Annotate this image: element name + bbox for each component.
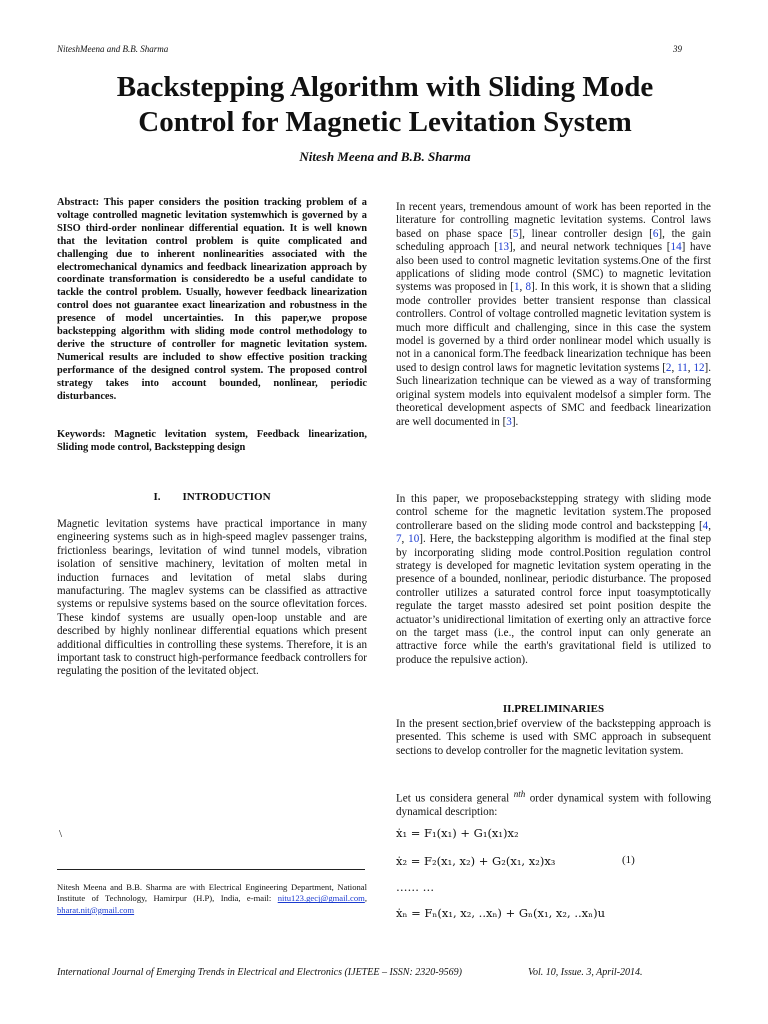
email-link-1[interactable]: nitu123.gecj@gmail.com — [277, 893, 365, 904]
text-run: ]. Here, the backstepping algorithm is modified at the final step by incorporating sliding mode control.Position regulation control strategy is developed for magnetic levitation system operating in the presence of a bounded, nonlinear, periodic disturbance. The proposed controller utilizes a saturated control force input toasymptotically regulate the target massto adesired set point position despite the actuator’s unidirectional limitation of exerting only an attractive force on the target mass (i.e., the control input can only generate an attractive force while the earth's gravitational field is utilized to produce the repulsive action). — [396, 533, 711, 666]
related-work-paragraph — [396, 201, 711, 429]
paper-title — [40, 70, 730, 140]
section-heading-introduction: I. INTRODUCTION — [153, 491, 271, 503]
equation-2: ẋ₂ = F₂(x₁, x₂) + G₂(x₁, x₂)x₃ — [396, 854, 556, 868]
title-line-2: Control for Magnetic Levitation System — [138, 106, 632, 138]
citation-link[interactable]: 12 — [693, 361, 705, 374]
footnote-text: Nitesh Meena and B.B. Sharma are with Electrical Engineering Department, National Institute of Technology, Hamirpur (H.P), India, e-mail: — [57, 882, 367, 904]
author-affiliation-footnote — [57, 882, 367, 916]
equation-1: ẋ₁ = F₁(x₁) + G₁(x₁)x₂ — [396, 826, 519, 840]
text-run: Let us considera general — [396, 792, 514, 805]
text-run: , — [519, 281, 526, 294]
text-run: ], the gain scheduling approach [ — [396, 227, 711, 254]
preliminaries-paragraph: In the present section,brief overview of the backstepping approach is presented. This scheme is used with SMC approach in subsequent sections to develop controller for the magnetic levitation system. — [396, 718, 711, 757]
citation-link[interactable]: 3 — [506, 415, 512, 428]
text-run: ]. Such linearization technique can be viewed as a way of transforming original system models into equivalent modelsof a simpler form. The theoretical development aspects of SMC and feedback linearization are well documented in [ — [396, 361, 711, 428]
th-suffix: th — [518, 789, 526, 799]
email-link-2[interactable]: bharat.nit@gmail.com — [57, 904, 135, 915]
n-symbol: n — [513, 789, 519, 799]
page-number: 39 — [673, 44, 682, 54]
issue-footer: Vol. 10, Issue. 3, April-2014. — [528, 967, 643, 978]
footnote-rule — [57, 869, 365, 870]
equation-number: (1) — [622, 854, 635, 866]
journal-footer: International Journal of Emerging Trends in Electrical and Electronics (IJETEE – ISSN: 2320-9569) — [57, 967, 462, 978]
citation-link[interactable]: 11 — [677, 361, 688, 374]
text-run: order dynamical system with following dynamical description: — [396, 792, 711, 819]
citation-link[interactable]: 5 — [512, 227, 519, 240]
keywords: Keywords: Magnetic levitation system, Feedback linearization, Sliding mode control, Backstepping design — [57, 429, 367, 453]
text-run: , — [708, 519, 711, 532]
equation-n: ẋₙ = Fₙ(x₁, x₂, ..xₙ) + Gₙ(x₁, x₂, ..xₙ)u — [396, 906, 605, 920]
text-run: ]. In this work, it is shown that a sliding mode controller provides better transient response than classical controllers. Control of voltage controlled magnetic levitation system is much more difficult and challenging, since in this case the system model is governed by a third order nonlinear model which usually is not in a canonical form.The feedback linearization technique has been used to design control laws for magnetic levitation systems [ — [396, 281, 712, 374]
system-description-paragraph — [396, 788, 711, 820]
text-run: ] have also been used to control magnetic levitation systems.One of the first applications of sliding mode control (SMC) to magnetic levitation systems was proposed in [ — [396, 241, 712, 294]
citation-link[interactable]: 8 — [525, 281, 532, 294]
n-superscript — [514, 789, 526, 799]
footnote-sep: , — [364, 893, 367, 904]
text-run: ], linear controller design [ — [518, 227, 653, 240]
section-heading-preliminaries: II.PRELIMINARIES — [502, 703, 605, 715]
stray-backslash: \ — [59, 828, 63, 840]
text-run: ]. — [511, 415, 519, 428]
text-run: ], and neural network techniques [ — [509, 241, 671, 254]
text-run: In this paper, we proposebackstepping strategy with sliding mode control scheme for the magnetic levitation system.The proposed controllerare based on the sliding mode control and backstepping [ — [396, 493, 711, 532]
citation-link[interactable]: 7 — [396, 533, 402, 546]
citation-link[interactable]: 14 — [670, 241, 682, 254]
text-run: In recent years, tremendous amount of work has been reported in the literature for controlling magnetic levitation systems. Control laws based on phase space [ — [396, 201, 711, 240]
title-line-1: Backstepping Algorithm with Sliding Mode — [116, 71, 654, 103]
equation-ellipsis: …… … — [396, 880, 435, 894]
proposed-approach-paragraph — [396, 493, 711, 667]
text-run: , — [671, 361, 678, 374]
running-header-authors: NiteshMeena and B.B. Sharma — [57, 44, 169, 54]
abstract: Abstract: This paper considers the position tracking problem of a voltage controlled magnetic levitation systemwhich is governed by a SISO third-order nonlinear differential equation. It is well known that the levitation control problem is quite complicated and challenging due to inherent nonlinearities associated with the electromechanical dynamics and feedback linearization approach by coordinate transformation is consideredto be a useful candidate to tackle the control problem. Usually, however feedback linearization control does not guarantee exact linearization and robustness in the presence of model uncertainties. In this paper,we propose backstepping algorithm with sliding mode control methodology to derive the structure of controller for magnetic levitation system. Numerical results are included to show effective position tracking performance of the designed control system. The proposed control strategy takes into account bounded, nonlinear, periodic disturbances. — [57, 197, 367, 402]
citation-link[interactable]: 10 — [408, 533, 420, 546]
introduction-paragraph: Magnetic levitation systems have practical importance in many engineering systems such as in high-speed maglev passenger trains, frictionless bearings, levitation of wind tunnel models, vibration isolation of sensitive machinery, levitation of molten metal in induction furnaces and levitation of metal slabs during manufacturing. The maglev systems can be classified as attractive systems or repulsive systems based on the source oflevitation forces. These kindof systems are usually open-loop unstable and are described by highly nonlinear differential equations which present additional difficulties in controlling these systems. Therefore, it is an important task to construct high-performance feedback controllers for regulating the position of the levitated object. — [57, 518, 367, 678]
author-line: Nitesh Meena and B.B. Sharma — [299, 149, 471, 164]
text-run: , — [687, 361, 694, 374]
text-run: , — [401, 533, 409, 546]
citation-link[interactable]: 2 — [665, 361, 672, 374]
citation-link[interactable]: 13 — [497, 241, 510, 254]
citation-link[interactable]: 4 — [702, 519, 709, 532]
citation-link[interactable]: 6 — [652, 227, 659, 240]
citation-link[interactable]: 1 — [514, 281, 520, 294]
